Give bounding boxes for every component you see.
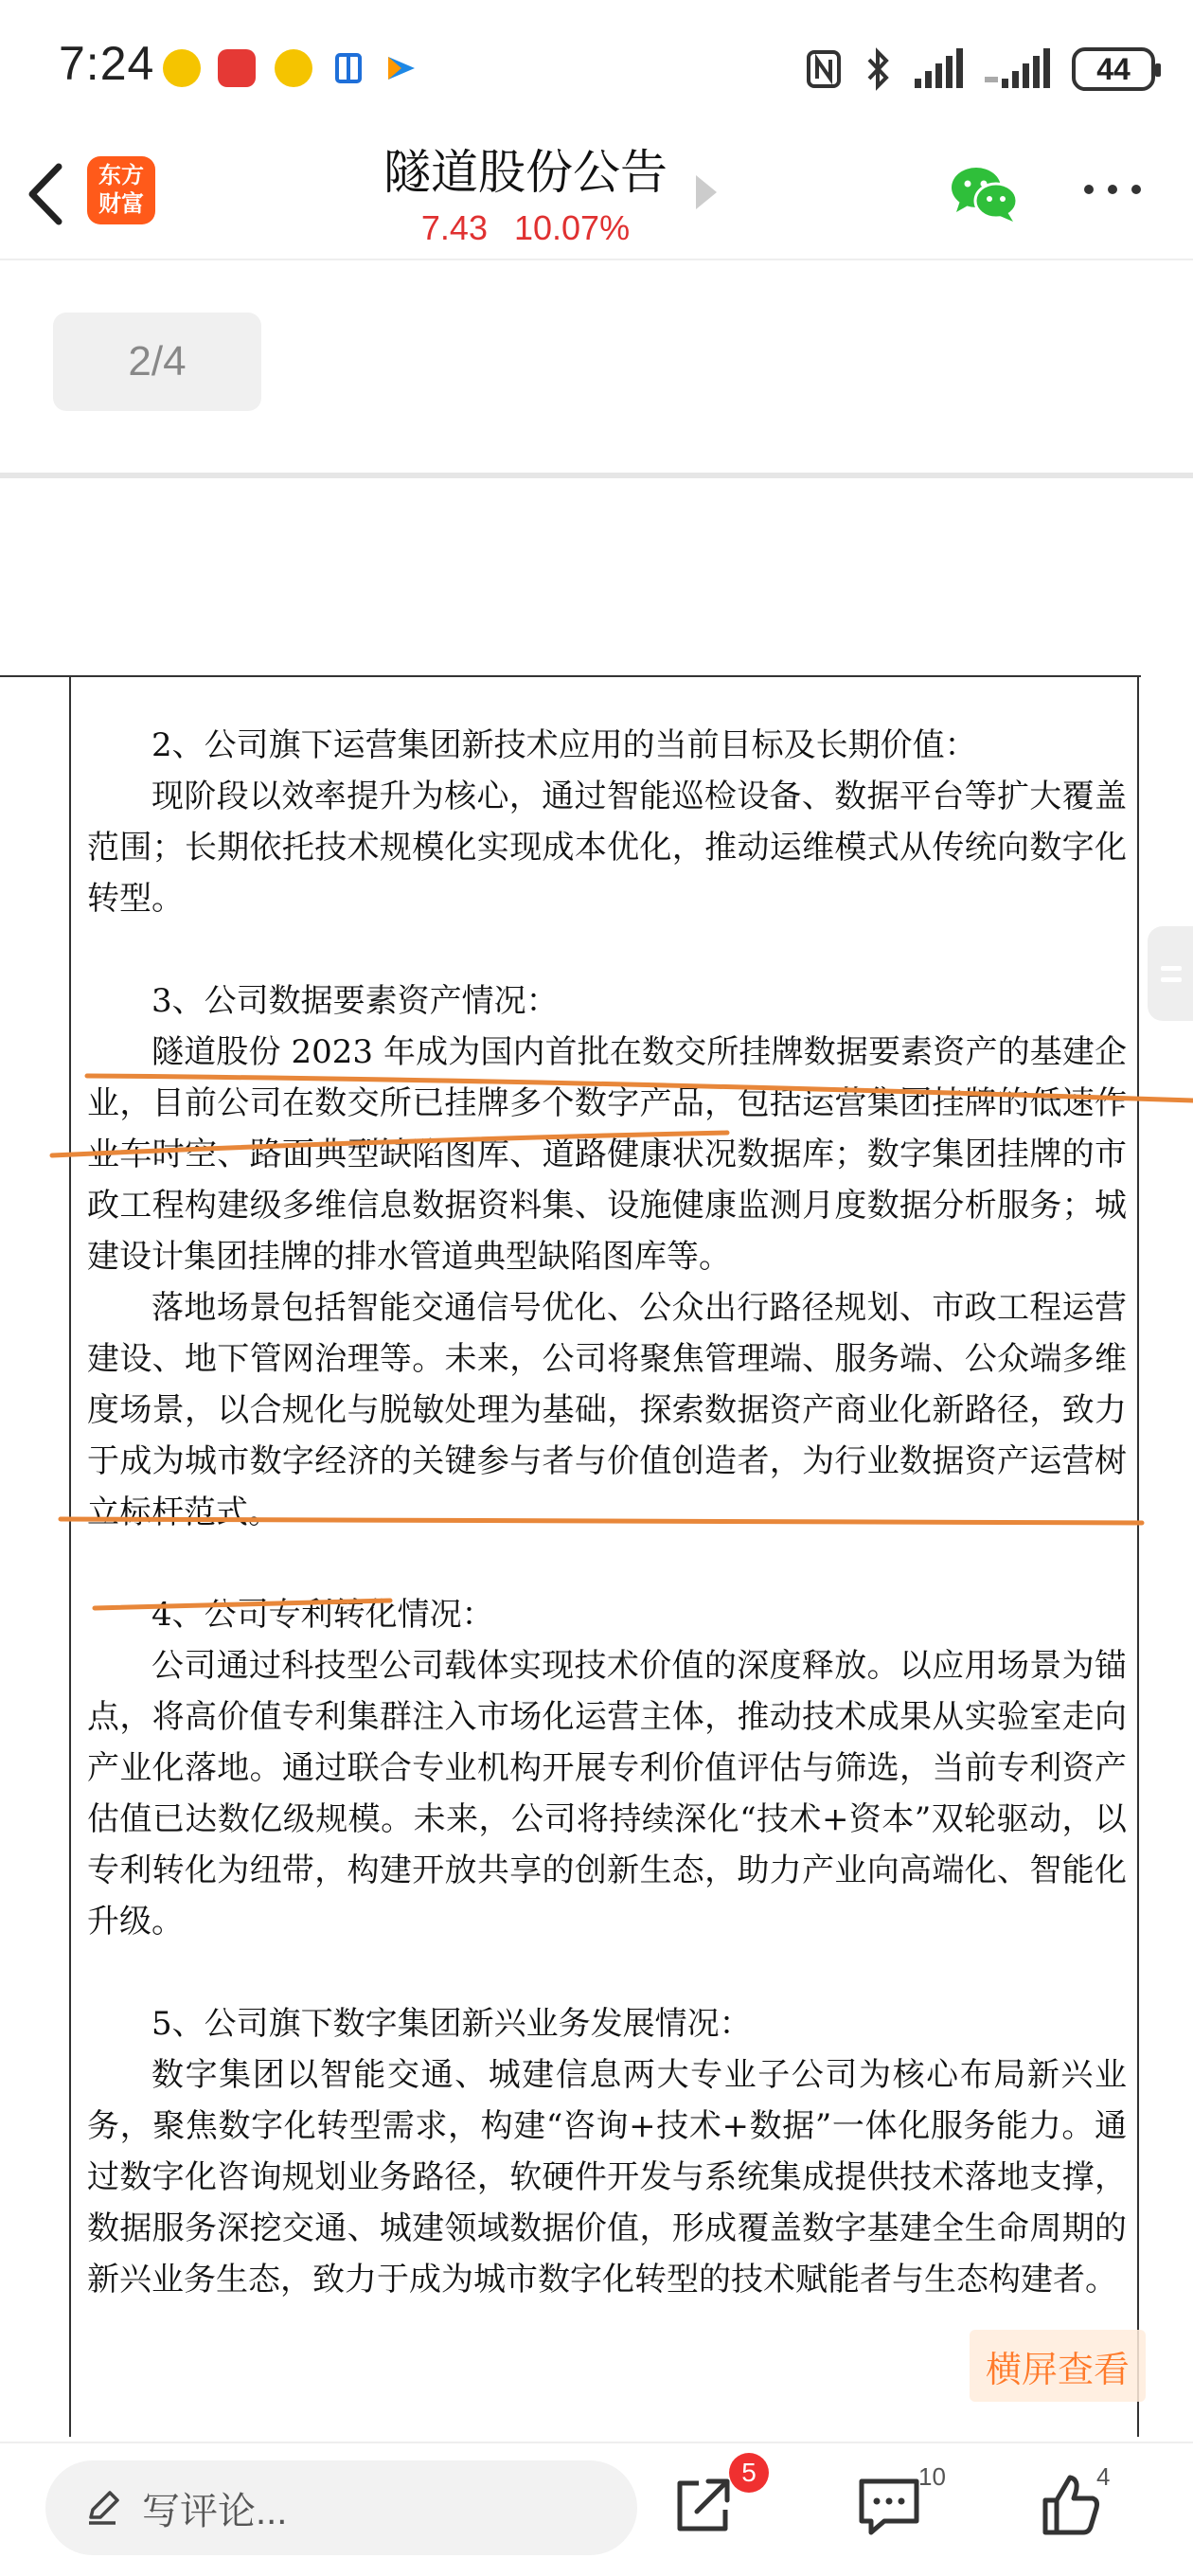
wechat-share-icon[interactable]: [949, 163, 1021, 225]
page-indicator: 2/4: [53, 313, 261, 411]
battery-indicator: [1072, 47, 1155, 91]
notification-icon-3: [275, 49, 312, 87]
app-logo[interactable]: [87, 156, 155, 224]
page-indicator-bar: [0, 260, 1193, 478]
landscape-view-button[interactable]: 横屏查看: [970, 2330, 1146, 2402]
section-3-title: 3、公司数据要素资产情况：: [151, 982, 559, 1020]
section-5-body: 数字集团以智能交通、城建信息两大专业子公司为核心布局新兴业务，聚焦数字化转型需求，构建“咨询+技术+数据”一体化服务能力。通过数字化咨询规划业务路径，软硬件开发与系统集成提供技术落地支撑，数据服务深挖交通、城建领域数据价值，形成覆盖数字基建全生命周期的新兴业务生态，致力于成为城市数字化转型的技术赋能者与生态构建者。: [87, 2056, 1127, 2299]
status-time: 7:24: [59, 37, 155, 90]
battery-level: 44: [1096, 51, 1131, 86]
signal-2-icon: [985, 48, 1051, 90]
section-3-body-2: 落地场景包括智能交通信号优化、公众出行路径规划、市政工程运营建设、地下管网治理等。未来，公司将聚焦管理端、服务端、公众端多维度场景，以合规化与脱敏处理为基础，探索数据资产商业化新路径，致力于成为城市数字经济的关键参与者与价值创造者，为行业数据资产运营树立标杆范式。: [87, 1289, 1127, 1531]
comments-icon[interactable]: [856, 2472, 922, 2538]
comment-count: 10: [918, 2462, 946, 2491]
document-content: [87, 720, 1127, 2305]
stock-change: 10.07%: [513, 208, 631, 247]
logo-line-2: 财富: [98, 191, 144, 217]
notification-icon-1: [163, 49, 201, 87]
notification-icon-2: [218, 49, 256, 87]
header: [0, 133, 1193, 260]
stock-quote: [322, 208, 729, 248]
section-5-title: 5、公司旗下数字集团新兴业务发展情况：: [151, 2005, 752, 2043]
page-title: 隧道股份公告: [383, 146, 668, 199]
share-badge: 5: [729, 2453, 769, 2493]
expand-arrow-icon[interactable]: [696, 175, 717, 209]
back-icon[interactable]: [21, 161, 74, 227]
logo-line-1: 东方: [98, 163, 144, 188]
nfc-icon: [805, 48, 843, 90]
section-3-body-1: 隧道股份 2023 年成为国内首批在数交所挂牌数据要素资产的基建企业，目前公司在数交所已挂牌多个数字产品，包括运营集团挂牌的低速作业车时空、路面典型缺陷图库、道路健康状况数据库；数字集团挂牌的市政工程构建级多维信息数据资料集、设施健康监测月度数据分析服务；城建设计集团挂牌的排水管道典型缺陷图库等。: [87, 1033, 1127, 1276]
title-block[interactable]: [322, 142, 729, 248]
section-4-title: 4、公司专利转化情况：: [151, 1596, 494, 1634]
signal-1-icon: [913, 48, 964, 90]
stock-price: 7.43: [420, 208, 488, 247]
section-2-body: 现阶段以效率提升为核心，通过智能巡检设备、数据平台等扩大覆盖范围；长期依托技术规模化实现成本优化，推动运维模式从传统向数字化转型。: [87, 778, 1127, 918]
status-bar: [0, 0, 1193, 133]
share-icon[interactable]: [670, 2472, 737, 2538]
notification-icon-5: [383, 49, 420, 87]
bluetooth-icon: [864, 47, 892, 91]
notification-icon-4: [329, 49, 367, 87]
comment-input[interactable]: [45, 2460, 637, 2555]
side-drawer-handle[interactable]: [1148, 926, 1193, 1021]
bottom-bar: [0, 2442, 1193, 2576]
section-2-title: 2、公司旗下运营集团新技术应用的当前目标及长期价值：: [151, 726, 977, 764]
like-icon[interactable]: [1038, 2472, 1104, 2538]
status-icons: [805, 45, 1155, 93]
comment-placeholder: 写评论...: [142, 2490, 288, 2532]
section-4-body: 公司通过科技型公司载体实现技术价值的深度释放。以应用场景为锚点，将高价值专利集群注入市场化运营主体，推动技术成果从实验室走向产业化落地。通过联合专业机构开展专利价值评估与筛选，当前专利资产估值已达数亿级规模。未来，公司将持续深化“技术+资本”双轮驱动，以专利转化为纽带，构建开放共享的创新生态，助力产业向高端化、智能化升级。: [87, 1647, 1127, 1941]
pencil-icon: [83, 2489, 121, 2527]
more-options-icon[interactable]: [1079, 175, 1146, 204]
like-count: 4: [1096, 2462, 1111, 2491]
